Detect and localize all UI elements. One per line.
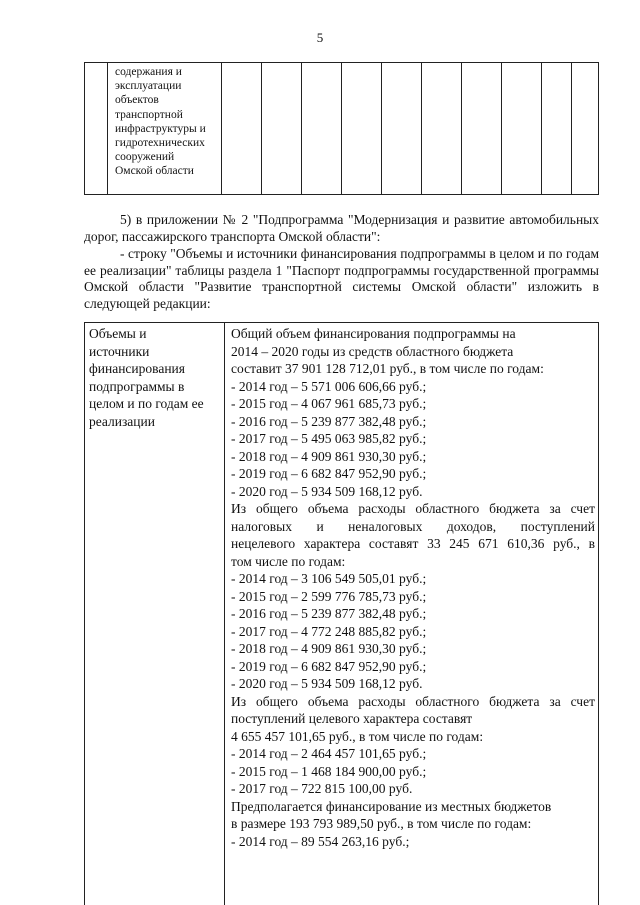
table-column-divider (461, 63, 462, 194)
financing-line: - 2020 год – 5 934 509 168,12 руб. (231, 676, 423, 691)
financing-line: - 2019 год – 6 682 847 952,90 руб.; (231, 658, 427, 674)
table-column-divider (341, 63, 342, 194)
financing-line: - 2016 год – 5 239 877 382,48 руб.; (231, 413, 427, 429)
financing-table (84, 322, 599, 905)
table-column-divider (107, 63, 108, 194)
paragraph-item-5: 5) в приложении № 2 "Подпрограмма "Модернизация и развитие автомобильных дорог, пассажирского транспорта Омской области": (84, 212, 599, 244)
financing-line: - 2014 год – 89 554 263,16 руб.; (231, 833, 410, 849)
financing-line: Общий объем финансирования подпрограммы на (231, 326, 516, 341)
table-column-divider (421, 63, 422, 194)
financing-line: - 2020 год – 5 934 509 168,12 руб. (231, 483, 423, 499)
financing-line: - 2017 год – 5 495 063 985,82 руб.; (231, 431, 427, 446)
financing-line: - 2018 год – 4 909 861 930,30 руб.; (231, 641, 427, 656)
table-column-divider (224, 323, 225, 905)
financing-line: - 2017 год – 722 815 100,00 руб. (231, 781, 413, 796)
page-number: 5 (316, 30, 324, 45)
financing-line: 2014 – 2020 годы из средств областного бюджета (231, 343, 514, 359)
financing-line: поступлений целевого характера составят (231, 711, 473, 726)
financing-line: 4 655 457 101,65 руб., в том числе по годам: (231, 728, 484, 744)
financing-line: - 2017 год – 4 772 248 885,82 руб.; (231, 623, 427, 639)
financing-line: налоговых и неналоговых доходов, поступлений (231, 518, 595, 534)
financing-line: - 2018 год – 4 909 861 930,30 руб.; (231, 448, 427, 464)
top-table-cell-text: содержания и эксплуатации объектов транспортной инфраструктуры и гидротехнических сооружений Омской области (115, 66, 206, 178)
financing-line: - 2014 год – 2 464 457 101,65 руб.; (231, 746, 427, 761)
financing-line: Предполагается финансирование из местных бюджетов (231, 798, 552, 814)
financing-line: Из общего объема расходы областного бюджета за счет (231, 693, 595, 709)
table-column-divider (571, 63, 572, 194)
financing-line: - 2015 год – 1 468 184 900,00 руб.; (231, 763, 427, 779)
financing-label-cell: Объемы и источники финансирования подпрограммы в целом и по годам ее реализации (89, 326, 204, 429)
table-column-divider (381, 63, 382, 194)
financing-line: - 2015 год – 2 599 776 785,73 руб.; (231, 588, 427, 604)
table-column-divider (301, 63, 302, 194)
financing-line: - 2016 год – 5 239 877 382,48 руб.; (231, 606, 427, 621)
table-column-divider (261, 63, 262, 194)
financing-line: - 2014 год – 5 571 006 606,66 руб.; (231, 378, 427, 394)
financing-line: нецелевого характера составят 33 245 671 610,36 руб., в (231, 536, 595, 551)
financing-line: в размере 193 793 989,50 руб., в том числе по годам: (231, 816, 532, 831)
top-table-fragment (84, 62, 599, 195)
financing-line: - 2019 год – 6 682 847 952,90 руб.; (231, 466, 427, 481)
financing-line: - 2014 год – 3 106 549 505,01 руб.; (231, 571, 427, 586)
financing-line: составит 37 901 128 712,01 руб., в том числе по годам: (231, 361, 544, 376)
table-column-divider (541, 63, 542, 194)
financing-value-cell (231, 325, 595, 850)
financing-line: - 2015 год – 4 067 961 685,73 руб.; (231, 396, 427, 411)
financing-line: Из общего объема расходы областного бюджета за счет (231, 501, 595, 516)
financing-line: том числе по годам: (231, 553, 346, 569)
table-column-divider (501, 63, 502, 194)
paragraph-row-instruction: - строку "Объемы и источники финансирования подпрограммы в целом и по годам ее реализации" таблицы раздела 1 "Паспорт подпрограммы государственной программы Омской области "Развитие транспортной системы Омской области" изложить в следующей редакции: (84, 246, 599, 311)
